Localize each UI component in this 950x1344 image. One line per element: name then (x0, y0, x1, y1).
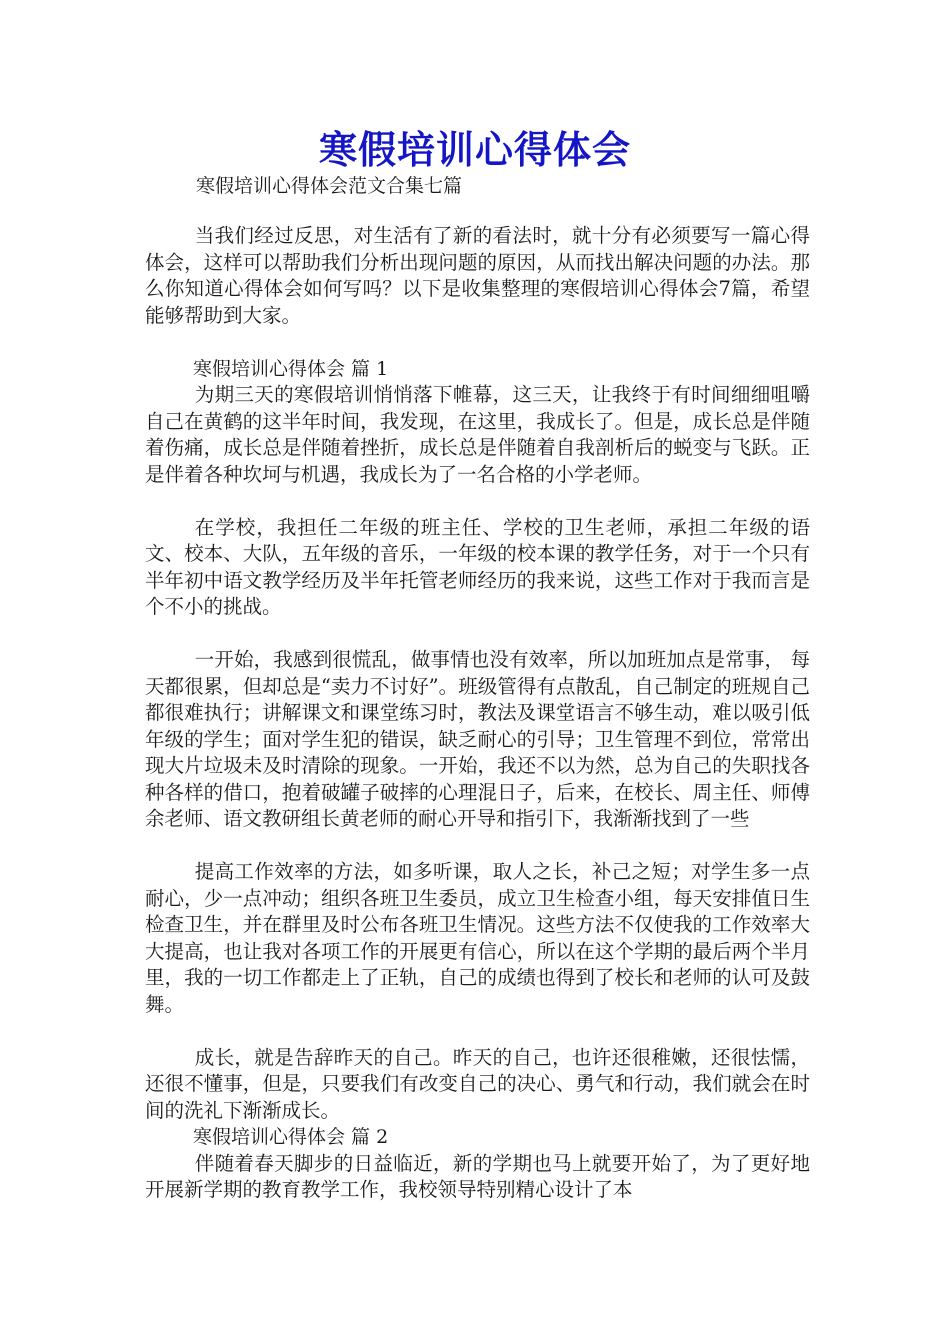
document-title: 寒假培训心得体会 (318, 127, 631, 172)
section1-paragraph-1: 为期三天的寒假培训悄悄落下帷幕，这三天，让我终于有时间细细咀嚼自己在黄鹤的这半年时间，我发现，在这里，我成长了。但是，成长总是伴随着伤痛，成长总是伴随着挫折，成长总是伴随着自我剖析后的蜕变与飞跃。正是伴着各种坎坷与机遇，我成长为了一名合格的小学老师。 (145, 383, 810, 486)
section-heading-2: 寒假培训心得体会 篇 2 (193, 1126, 389, 1148)
section1-paragraph-3: 一开始，我感到很慌乱，做事情也没有效率，所以加班加点是常事， 每天都很累，但却总是“卖力不讨好”。班级管得有点散乱，自己制定的班规自己都很难执行；讲解课文和课堂练习时，教法及课堂语言不够生动，难以吸引低年级的学生；面对学生犯的错误，缺乏耐心的引导；卫生管理不到位，常常出现大片垃圾未及时清除的现象。一开始，我还不以为然，总为自己的失职找各种各样的借口，抱着破罐子破摔的心理混日子，后来，在校长、周主任、师傅余老师、语文教研组长黄老师的耐心开导和指引下，我渐渐找到了一些 (145, 648, 810, 830)
section1-paragraph-5: 成长，就是告辞昨天的自己。昨天的自己，也许还很稚嫩，还很怯懦，还很不懂事，但是，只要我们有改变自己的决心、勇气和行动，我们就会在时间的洗礼下渐渐成长。 (145, 1045, 810, 1122)
section1-paragraph-4: 提高工作效率的方法，如多听课，取人之长，补己之短；对学生多一点耐心，少一点冲动；组织各班卫生委员，成立卫生检查小组，每天安排值日生检查卫生，并在群里及时公布各班卫生情况。这些方法不仅使我的工作效率大大提高，也让我对各项工作的开展更有信心，所以在这个学期的最后两个半月里，我的一切工作都走上了正轨，自己的成绩也得到了校长和老师的认可及鼓舞。 (145, 860, 810, 1016)
section2-paragraph-1: 伴随着春天脚步的日益临近，新的学期也马上就要开始了，为了更好地开展新学期的教育教学工作，我校领导特别精心设计了本 (145, 1151, 810, 1201)
section1-paragraph-2: 在学校，我担任二年级的班主任、学校的卫生老师，承担二年级的语文、校本、大队，五年级的音乐，一年级的校本课的教学任务，对于一个只有半年初中语文教学经历及半年托管老师经历的我来说，这些工作对于我而言是个不小的挑战。 (145, 515, 810, 618)
document-body (145, 223, 810, 1204)
document-subtitle: 寒假培训心得体会范文合集七篇 (196, 175, 463, 197)
section-heading-1: 寒假培训心得体会 篇 1 (193, 357, 389, 380)
intro-paragraph: 当我们经过反思，对生活有了新的看法时，就十分有必须要写一篇心得体会，这样可以帮助我们分析出现问题的原因，从而找出解决问题的办法。那么你知道心得体会如何写吗？以下是收集整理的寒假培训心得体会7篇，希望能够帮助到大家。 (145, 224, 810, 327)
